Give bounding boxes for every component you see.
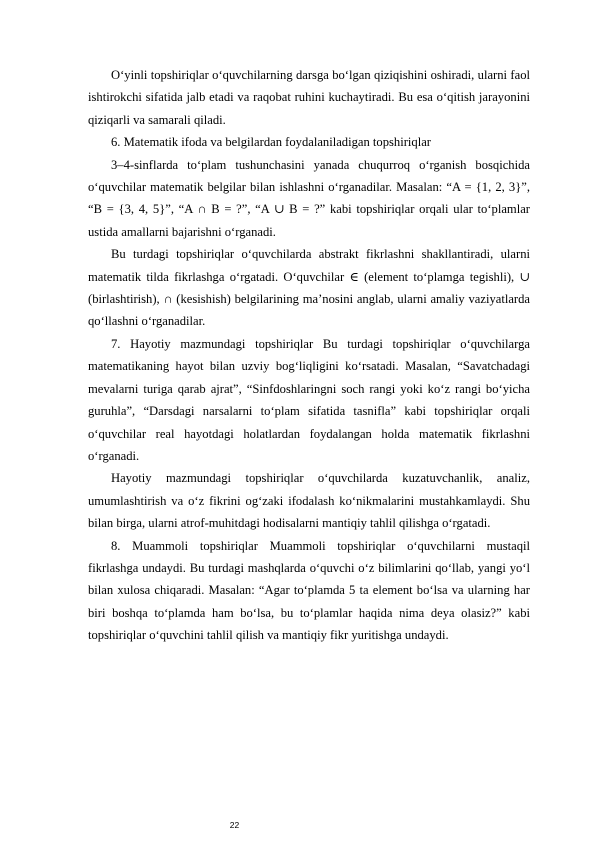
paragraph-observation-skills: Hayotiy mazmundagi topshiriqlar o‘quvchilarda kuzatuvchanlik, analiz, umumlashtirish va o‘z fikrini og‘zaki ifodalash ko‘nikmalarini mustahkamlaydi. Shu bilan birga, ularni atrof-muhitdagi hodisalarni mantiqiy tahlil qilishga o‘rgatadi. — [88, 471, 530, 531]
paragraph-problem-tasks: 8. Muammoli topshiriqlar Muammoli topshiriqlar o‘quvchilarni mustaqil fikrlashga undaydi. Bu turdagi mashqlarda o‘quvchi o‘z bilimlarini qo‘llab, yangi yo‘l bilan xulosa chiqaradi. Masalan: “Agar to‘plamda 5 ta element bo‘lsa va ularning har biri boshqa to‘plamda ham bo‘lsa, bu to‘plamlar haqida nima deya olasiz?” kabi topshiriqlar o‘quvchini tahlil qilish va mantiqiy fikr yuritishga undaydi. — [88, 538, 530, 643]
paragraph-game-tasks: O‘yinli topshiriqlar o‘quvchilarning darsga bo‘lgan qiziqishini oshiradi, ularni faol ishtirokchi sifatida jalb etadi va raqobat ruhini kuchaytiradi. Bu esa o‘qitish jarayonini qiziqarli va samarali qiladi. — [88, 68, 530, 127]
document-body — [88, 64, 530, 647]
section-heading-6: 6. Matematik ifoda va belgilardan foydalaniladigan topshiriqlar — [111, 135, 431, 150]
paragraph-real-life-tasks: 7. Hayotiy mazmundagi topshiriqlar Bu turdagi topshiriqlar o‘quvchilarga matematikaning hayot bilan uzviy bog‘liqligini ko‘rsatadi. Masalan, “Savatchadagi mevalarni turiga qarab ajrat”, “Sinfdoshlaringni soch rangi yoki ko‘z rangi bo‘yicha guruhla”, “Darsdagi narsalarni to‘plam sifatida tasnifla” kabi topshiriqlar orqali o‘quvchilar real hayotdagi holatlardan foydalangan holda matematik fikrlashni o‘rganadi. — [88, 336, 530, 463]
paragraph-set-notation: 3–4-sinflarda to‘plam tushunchasini yanada chuqurroq o‘rganish bosqichida o‘quvchilar matematik belgilar bilan ishlashni o‘rganadilar. Masalan: “A = {1, 2, 3}”, “B = {3, 4, 5}”, “A ∩ B = ?”, “A ∪ B = ?” kabi topshiriqlar orqali ular to‘plamlar ustida amallarni bajarishni o‘rganadi. — [88, 157, 530, 239]
page-number — [0, 820, 595, 830]
paragraph-abstract-thinking: Bu turdagi topshiriqlar o‘quvchilarda abstrakt fikrlashni shakllantiradi, ularni matematik tilda fikrlashga o‘rgatadi. O‘quvchilar ∈ (element to‘plamga tegishli), ∪ (birlashtirish), ∩ (kesishish) belgilarining ma’nosini anglab, ularni amaliy vaziyatlarda qo‘llashni o‘rganadilar. — [88, 247, 530, 329]
page-number-label: 22 — [229, 820, 240, 830]
